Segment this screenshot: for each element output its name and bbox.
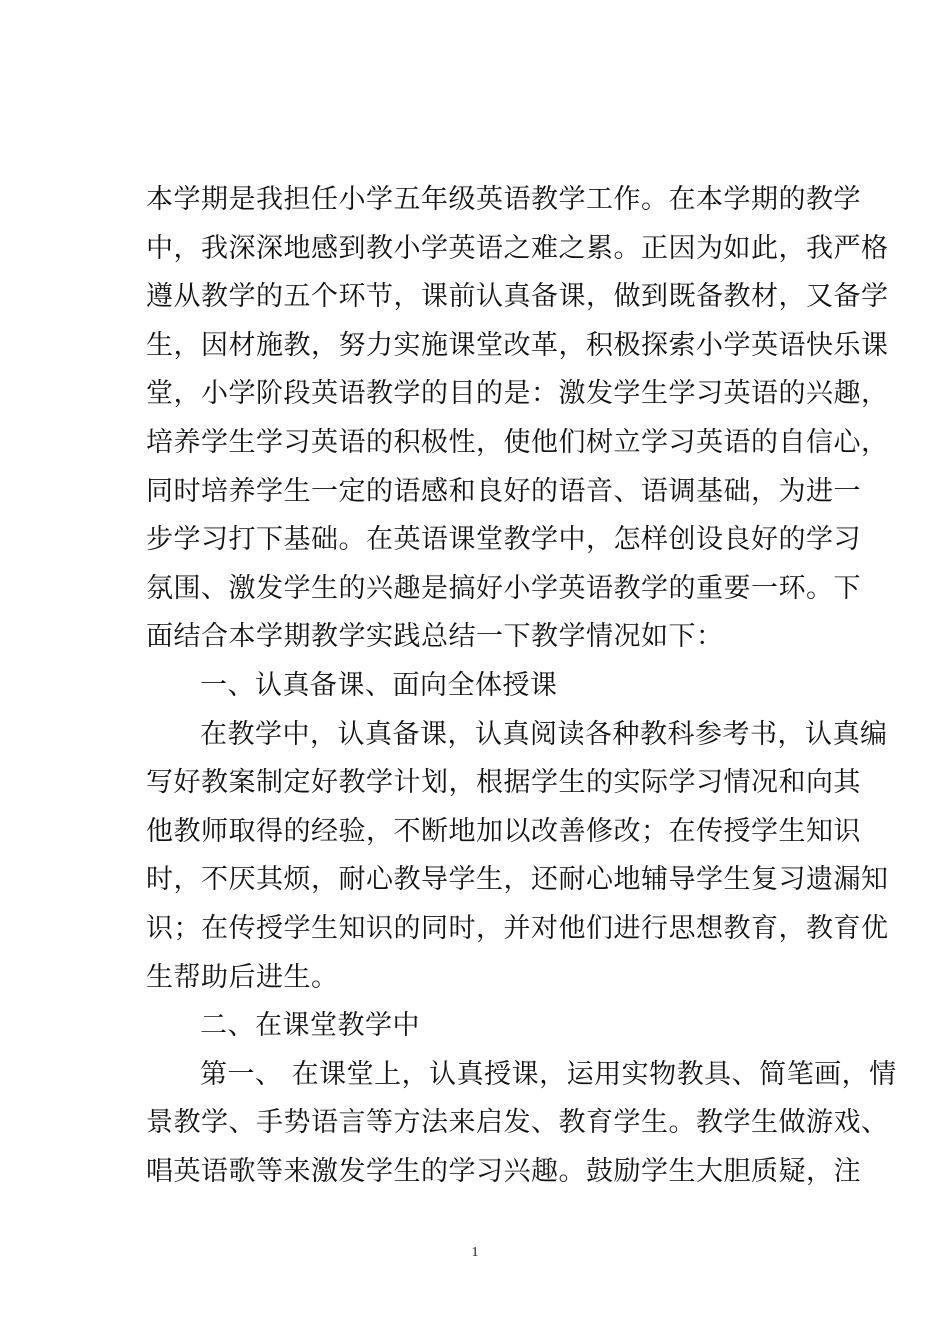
text-line: 唱英语歌等来激发学生的学习兴趣。鼓励学生大胆质疑，注 (146, 1155, 861, 1187)
text-line: 堂，小学阶段英语教学的目的是：激发学生学习英语的兴趣， (146, 378, 889, 410)
page-number: 1 (471, 1245, 479, 1260)
text-line: 遵从教学的五个环节，课前认真备课，做到既备教材，又备学 (146, 281, 889, 313)
body-text (146, 176, 897, 1196)
text-line: 生，因材施教，努力实施课堂改革，积极探索小学英语快乐课 (146, 329, 889, 361)
text-line: 本学期是我担任小学五年级英语教学工作。在本学期的教学 (146, 184, 861, 215)
text-line: 氛围、激发学生的兴趣是搞好小学英语教学的重要一环。下 (146, 572, 861, 604)
text-line: 生帮助后进生。 (146, 961, 339, 993)
text-line: 时，不厌其烦，耐心教导学生，还耐心地辅导学生复习遗漏知 (146, 864, 889, 896)
text-line: 写好教案制定好教学计划，根据学生的实际学习情况和向其 (146, 767, 861, 799)
text-line: 培养学生学习英语的积极性，使他们树立学习英语的自信心， (146, 426, 889, 458)
text-line: 识；在传授学生知识的同时，并对他们进行思想教育，教育优 (146, 912, 889, 944)
text-line: 在教学中，认真备课，认真阅读各种教科参考书，认真编 (200, 718, 888, 750)
text-line: 面结合本学期教学实践总结一下教学情况如下： (146, 621, 724, 653)
text-line: 步学习打下基础。在英语课堂教学中，怎样创设良好的学习 (146, 524, 861, 556)
text-line: 景教学、手势语言等方法来启发、教育学生。教学生做游戏、 (146, 1107, 889, 1139)
text-line: 一、认真备课、面向全体授课 (200, 669, 558, 701)
text-line: 第一、 在课堂上，认真授课，运用实物教具、简笔画，情 (200, 1058, 897, 1090)
text-line: 中，我深深地感到教小学英语之难之累。正因为如此，我严格 (146, 232, 889, 264)
text-line: 同时培养学生一定的语感和良好的语音、语调基础，为进一 (146, 475, 861, 507)
text-line: 二、在课堂教学中 (200, 1010, 420, 1042)
text-line: 他教师取得的经验，不断地加以改善修改；在传授学生知识 (146, 815, 861, 847)
